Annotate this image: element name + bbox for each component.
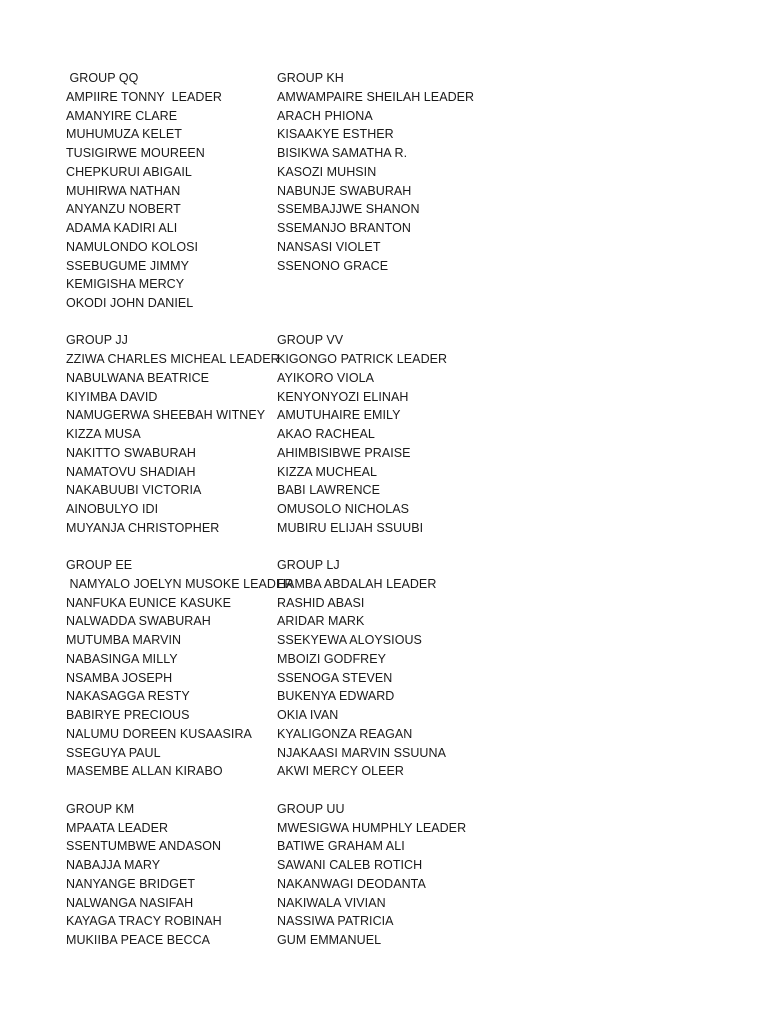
group-member: KIZZA MUSA (66, 427, 141, 442)
group-member: NAKASAGGA RESTY (66, 689, 190, 704)
group-member: NANYANGE BRIDGET (66, 876, 196, 891)
group-member: AHIMBISIBWE PRAISE (277, 445, 411, 460)
group-member: BABI LAWRENCE (277, 483, 380, 498)
group-member: AYIKORO VIOLA (277, 370, 374, 385)
group-member: NSAMBA JOSEPH (66, 670, 173, 685)
group-member: AINOBULYO IDI (66, 502, 159, 517)
group-block (277, 69, 577, 313)
group-member: NAKANWAGI DEODANTA (277, 876, 426, 891)
group-member: NAKABUUBI VICTORIA (66, 483, 202, 498)
group-title: GROUP QQ (66, 71, 139, 85)
group-member: ARIDAR MARK (277, 614, 365, 629)
group-member: BISIKWA SAMATHA R. (277, 146, 408, 160)
group-member: KIZZA MUCHEAL (277, 464, 377, 479)
empty-line (277, 275, 577, 294)
group-member: SSENTUMBWE ANDASON (66, 839, 222, 854)
group-member: SSEMBAJJWE SHANON (277, 202, 420, 217)
group-member: SSEBUGUME JIMMY (66, 258, 189, 273)
group-member: SSENOGA STEVEN (277, 670, 393, 685)
group-member: NABAJJA MARY (66, 858, 161, 873)
group-member: NAMATOVU SHADIAH (66, 464, 196, 479)
group-member: OMUSOLO NICHOLAS (277, 502, 410, 517)
group-member: NAMYALO JOELYN MUSOKE LEADER (66, 576, 294, 591)
group-member: KEMIGISHA MERCY (66, 277, 185, 292)
group-member: KASOZI MUHSIN (277, 164, 377, 179)
group-member: NANSASI VIOLET (277, 239, 381, 254)
group-member: NABULWANA BEATRICE (66, 370, 210, 385)
group-member: KYALIGONZA REAGAN (277, 726, 413, 741)
group-member: NAKIWALA VIVIAN (277, 895, 386, 910)
group-member: BUKENYA EDWARD (277, 689, 395, 704)
group-title: GROUP JJ (66, 333, 128, 348)
group-member: KISAAKYE ESTHER (277, 127, 394, 142)
group-member: MUKIIBA PEACE BECCA (66, 933, 211, 948)
group-member: MBOIZI GODFREY (277, 651, 387, 666)
group-member: NAMUGERWA SHEEBAH WITNEY (66, 408, 266, 423)
group-member: GUM EMMANUEL (277, 933, 382, 948)
group-member: MUHUMUZA KELET (66, 127, 182, 142)
group-member: BABIRYE PRECIOUS (66, 708, 190, 723)
group-member: KIGONGO PATRICK LEADER (277, 352, 448, 367)
left-column (66, 69, 294, 950)
empty-line (277, 294, 577, 313)
group-block (66, 331, 280, 537)
group-member: NALWANGA NASIFAH (66, 895, 194, 910)
group-member: ZZIWA CHARLES MICHEAL LEADER (66, 352, 280, 367)
group-member: AMUTUHAIRE EMILY (277, 408, 401, 423)
group-member: SAWANI CALEB ROTICH (277, 858, 423, 873)
group-title: GROUP VV (277, 333, 344, 348)
group-member: MUTUMBA MARVIN (66, 633, 182, 648)
group-member: NAKITTO SWABURAH (66, 445, 196, 460)
group-member: MASEMBE ALLAN KIRABO (66, 764, 223, 779)
group-member: ANYANZU NOBERT (66, 202, 181, 217)
group-member: SSEKYEWA ALOYSIOUS (277, 633, 422, 648)
group-member: HAMBA ABDALAH LEADER (277, 576, 437, 591)
group-title: GROUP UU (277, 801, 345, 816)
group-block (66, 556, 294, 781)
group-title: GROUP EE (66, 558, 133, 573)
group-member: NABASINGA MILLY (66, 651, 178, 666)
group-member: RASHID ABASI (277, 595, 365, 610)
group-member: BATIWE GRAHAM ALI (277, 839, 405, 854)
group-member: SSENONO GRACE (277, 258, 389, 273)
group-member: MUYANJA CHRISTOPHER (66, 520, 220, 535)
group-block (277, 331, 577, 537)
group-member: AMPIIRE TONNY LEADER (66, 89, 222, 104)
group-title: GROUP LJ (277, 558, 340, 573)
group-member: NJAKAASI MARVIN SSUUNA (277, 745, 446, 760)
right-column (277, 69, 577, 950)
group-member: NABUNJE SWABURAH (277, 183, 412, 198)
group-member: SSEGUYA PAUL (66, 745, 161, 760)
group-member: NASSIWA PATRICIA (277, 914, 394, 929)
group-title: GROUP KH (277, 71, 344, 85)
group-member: MUHIRWA NATHAN (66, 183, 181, 198)
group-member: MUBIRU ELIJAH SSUUBI (277, 520, 424, 535)
group-member: KAYAGA TRACY ROBINAH (66, 914, 222, 929)
group-member: TUSIGIRWE MOUREEN (66, 146, 205, 160)
group-block (277, 800, 577, 950)
group-member: SSEMANJO BRANTON (277, 221, 411, 235)
group-member: KENYONYOZI ELINAH (277, 389, 409, 404)
group-member: AMANYIRE CLARE (66, 108, 178, 123)
group-member: AMWAMPAIRE SHEILAH LEADER (277, 89, 475, 104)
group-member: NALWADDA SWABURAH (66, 614, 211, 629)
group-member: NANFUKA EUNICE KASUKE (66, 595, 231, 610)
group-member: MPAATA LEADER (66, 820, 169, 835)
group-member: NALUMU DOREEN KUSAASIRA (66, 726, 252, 741)
group-member: KIYIMBA DAVID (66, 389, 158, 404)
group-member: ARACH PHIONA (277, 108, 373, 123)
group-member: CHEPKURUI ABIGAIL (66, 164, 192, 179)
group-member: AKWI MERCY OLEER (277, 764, 404, 779)
group-member: NAMULONDO KOLOSI (66, 239, 199, 254)
group-block (66, 800, 276, 950)
group-member: OKODI JOHN DANIEL (66, 296, 194, 310)
group-block (66, 69, 276, 313)
group-block (277, 556, 577, 781)
group-title: GROUP KM (66, 801, 135, 816)
group-member: AKAO RACHEAL (277, 427, 375, 442)
group-member: OKIA IVAN (277, 708, 339, 723)
group-member: MWESIGWA HUMPHLY LEADER (277, 820, 467, 835)
group-member: ADAMA KADIRI ALI (66, 221, 178, 235)
